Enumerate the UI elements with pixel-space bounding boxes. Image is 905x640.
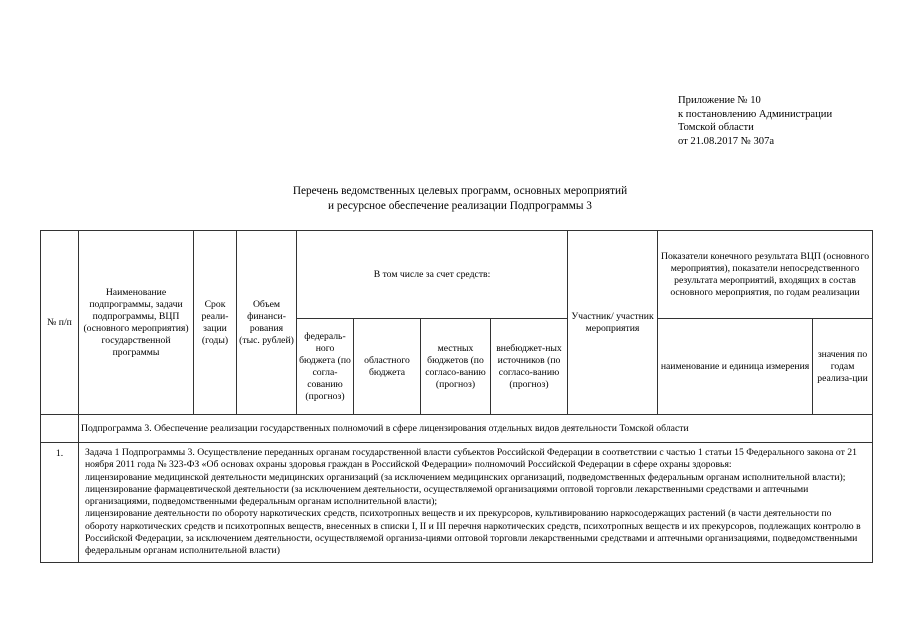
appendix-block bbox=[678, 94, 832, 148]
subprogram-num-cell bbox=[41, 415, 79, 443]
appendix-line: к постановлению Администрации bbox=[678, 108, 833, 120]
document-title bbox=[180, 184, 740, 213]
task-num: 1. bbox=[41, 443, 79, 563]
subprogram-row: Подпрограмма 3. Обеспечение реализации государственных полномочий в сфере лицензирования отдельных видов деятельности Томской области bbox=[79, 415, 873, 443]
header-offbudget: внебюджет-ных источников (по согласо-ванию (прогноз) bbox=[491, 319, 568, 415]
task-paragraph: лицензирование фармацевтической деятельности (за исключением деятельности, осуществляемой организациями оптовой торговли лекарственными средствами и аптечными организациями, подведомственными федеральным органам исполнительной власти); bbox=[85, 483, 809, 508]
header-participant: Участник/ участник мероприятия bbox=[568, 231, 658, 415]
header-federal: федераль-ного бюджета (по согла-сованию (прогноз) bbox=[297, 319, 354, 415]
program-table bbox=[40, 230, 873, 563]
appendix-line: Томской области bbox=[678, 122, 754, 133]
appendix-line: от 21.08.2017 № 307а bbox=[678, 135, 775, 147]
header-indicators: Показатели конечного результата ВЦП (основного мероприятия), показатели непосредственного результата мероприятий, входящих в состав основного мероприятия, по годам реализации bbox=[658, 231, 873, 319]
appendix-line: Приложение № 10 bbox=[678, 95, 761, 106]
task-paragraph: Задача 1 Подпрограммы 3. Осуществление переданных органам государственной власти субъектов Российской Федерации в соответствии с частью 1 статьи 15 Федерального закона от 21 ноября 2011 года № 323-ФЗ «Об основах охраны здоровья граждан в Российской Федерации» полномочий Российской Федерации в сфере охраны здоровья: bbox=[85, 447, 857, 471]
header-indicator-name: наименование и единица измерения bbox=[658, 319, 813, 415]
header-term: Срок реали-зации (годы) bbox=[194, 231, 237, 415]
header-name: Наименование подпрограммы, задачи подпрограммы, ВЦП (основного мероприятия) государственной программы bbox=[79, 231, 194, 415]
title-line-2: и ресурсное обеспечение реализации Подпрограммы 3 bbox=[328, 199, 592, 212]
header-num: № п/п bbox=[41, 231, 79, 415]
header-including: В том числе за счет средств: bbox=[297, 231, 568, 319]
task-row bbox=[79, 443, 873, 563]
task-paragraph: лицензирование медицинской деятельности медицинских организаций (за исключением медицинских организаций, подведомственных федеральным органам исполнительной власти); bbox=[85, 471, 846, 483]
header-indicator-values: значения по годам реализа-ции bbox=[813, 319, 873, 415]
header-volume: Объем финанси-рования (тыс. рублей) bbox=[237, 231, 297, 415]
header-local: местных бюджетов (по согласо-ванию (прогноз) bbox=[421, 319, 491, 415]
task-paragraph: лицензирование деятельности по обороту наркотических средств, психотропных веществ и их прекурсоров, культивированию наркосодержащих растений (в части деятельности по обороту наркотических средств и психотропных веществ, внесенных в списки I, II и III перечня наркотических средств, психотропных веществ и их прекурсоров, подлежащих контролю в Российской Федерации, за исключением деятельности, осуществляемой организа-циями оптовой торговли лекарственными средствами и аптечными организациями, подведомственными федеральным органам исполнительной власти) bbox=[85, 508, 861, 557]
title-line-1: Перечень ведомственных целевых программ, основных мероприятий bbox=[292, 185, 628, 197]
header-regional: областного бюджета bbox=[354, 319, 421, 415]
